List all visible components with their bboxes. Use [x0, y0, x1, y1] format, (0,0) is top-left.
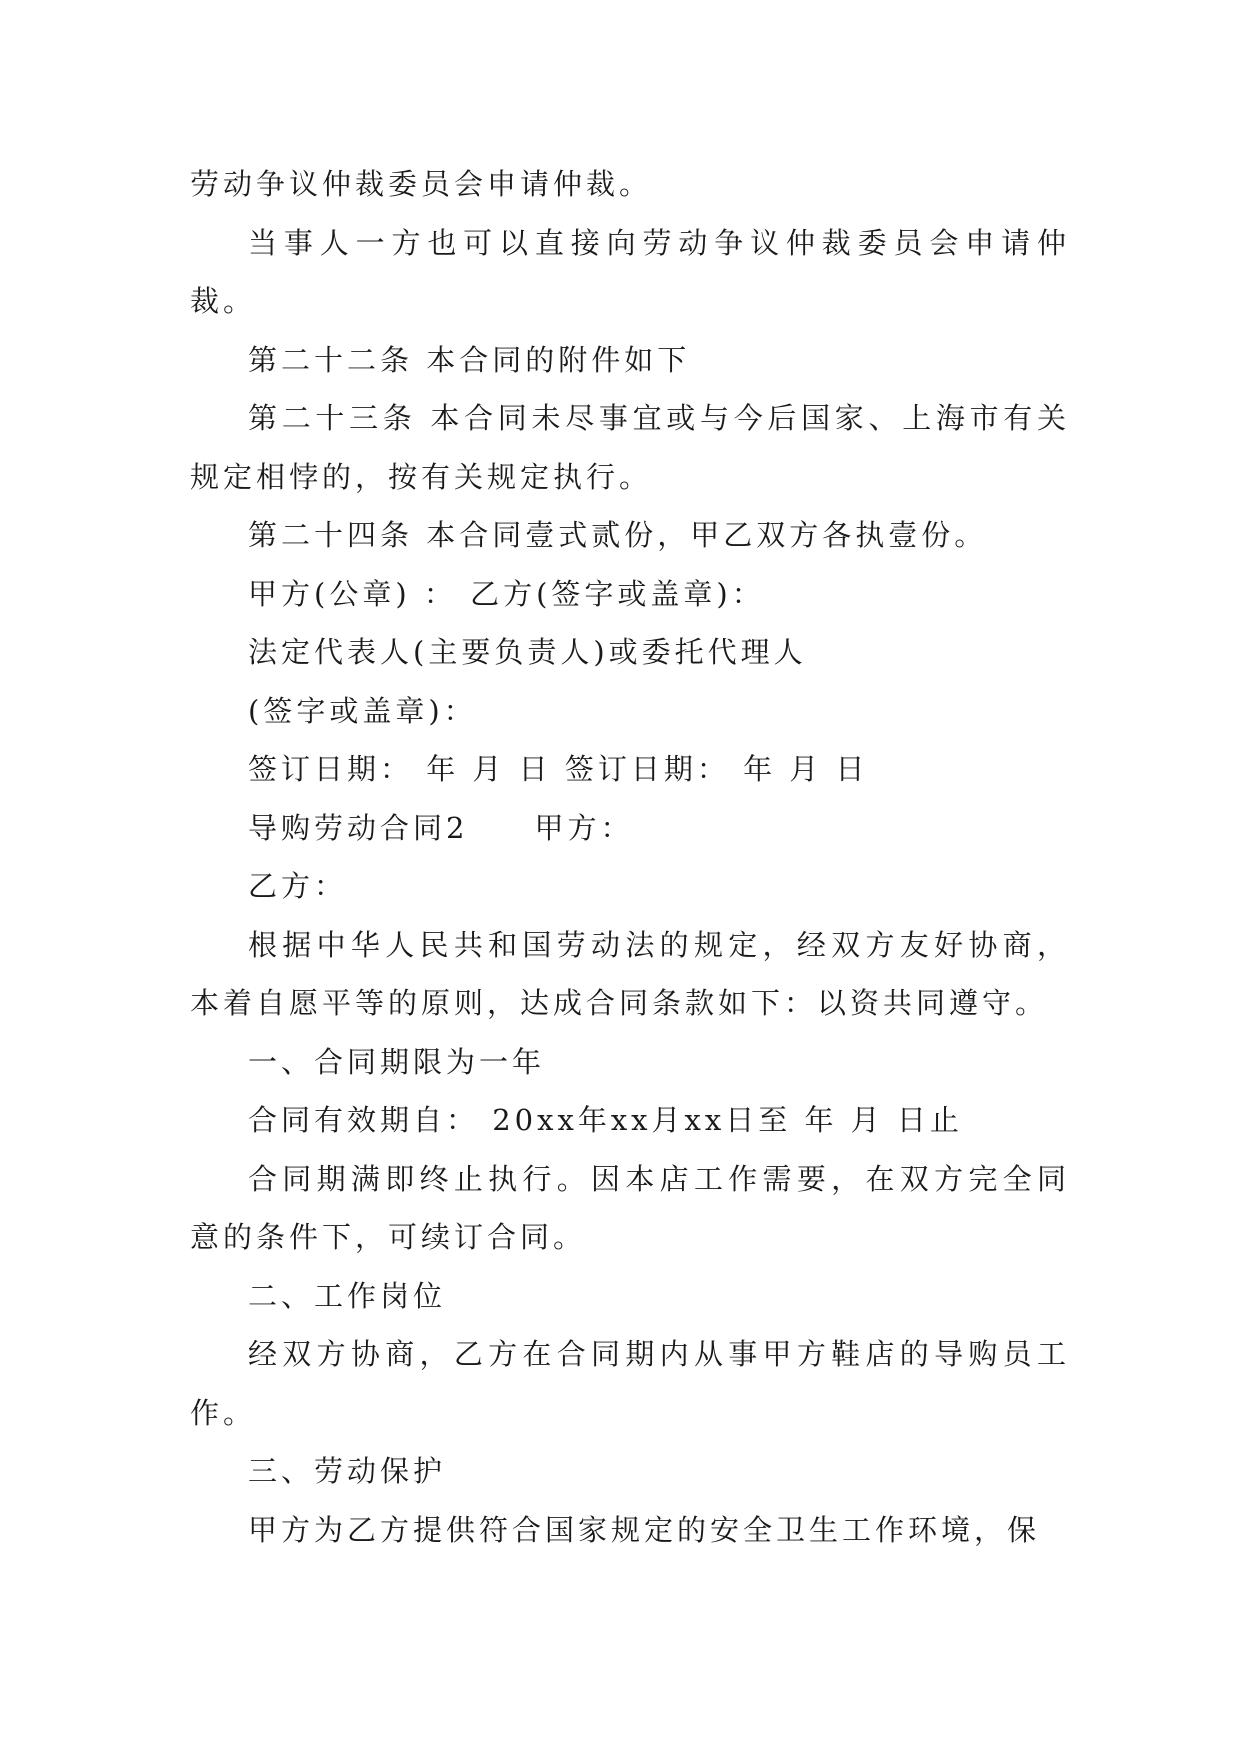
paragraph-direct-arbitration: 当事人一方也可以直接向劳动争议仲裁委员会申请仲裁。: [190, 225, 1070, 318]
paragraph-article-23: 第二十三条 本合同未尽事宜或与今后国家、上海市有关规定相悖的，按有关规定执行。: [190, 401, 1070, 494]
paragraph-section-1-heading: 一、合同期限为一年: [248, 1044, 546, 1079]
paragraph-article-22: 第二十二条 本合同的附件如下: [248, 342, 691, 377]
paragraph-labor-protection: 甲方为乙方提供符合国家规定的安全卫生工作环境，保: [248, 1512, 1041, 1547]
paragraph-party-b: 乙方：: [248, 869, 348, 903]
paragraph-section-3-heading: 三、劳动保护: [248, 1454, 447, 1488]
paragraph-signing-dates: 签订日期： 年 月 日 签订日期： 年 月 日: [248, 752, 869, 786]
paragraph-validity-period: 合同有效期自： 20xx年xx月xx日至 年 月 日止: [248, 1103, 963, 1137]
paragraph-renewal: 合同期满即终止执行。因本店工作需要，在双方完全同意的条件下，可续订合同。: [190, 1161, 1070, 1254]
paragraph-job-position: 经双方协商，乙方在合同期内从事甲方鞋店的导购员工作。: [190, 1337, 1070, 1430]
document-page: [190, 155, 1070, 1559]
paragraph-section-2-heading: 二、工作岗位: [248, 1278, 447, 1313]
paragraph-contract-2-title: 导购劳动合同2 甲方：: [248, 810, 634, 845]
paragraph-signature: (签字或盖章)：: [248, 693, 477, 728]
paragraph-preamble: 根据中华人民共和国劳动法的规定，经双方友好协商，本着自愿平等的原则，达成合同条款如下：以资共同遵守。: [190, 927, 1070, 1020]
paragraph-legal-representative: 法定代表人(主要负责人)或委托代理人: [248, 635, 807, 669]
paragraph-arbitration-end: 劳动争议仲裁委员会申请仲裁。: [190, 167, 653, 201]
paragraph-article-24: 第二十四条 本合同壹式贰份，甲乙双方各执壹份。: [248, 518, 988, 552]
paragraph-party-seals: 甲方(公章) ： 乙方(签字或盖章)：: [248, 576, 765, 611]
